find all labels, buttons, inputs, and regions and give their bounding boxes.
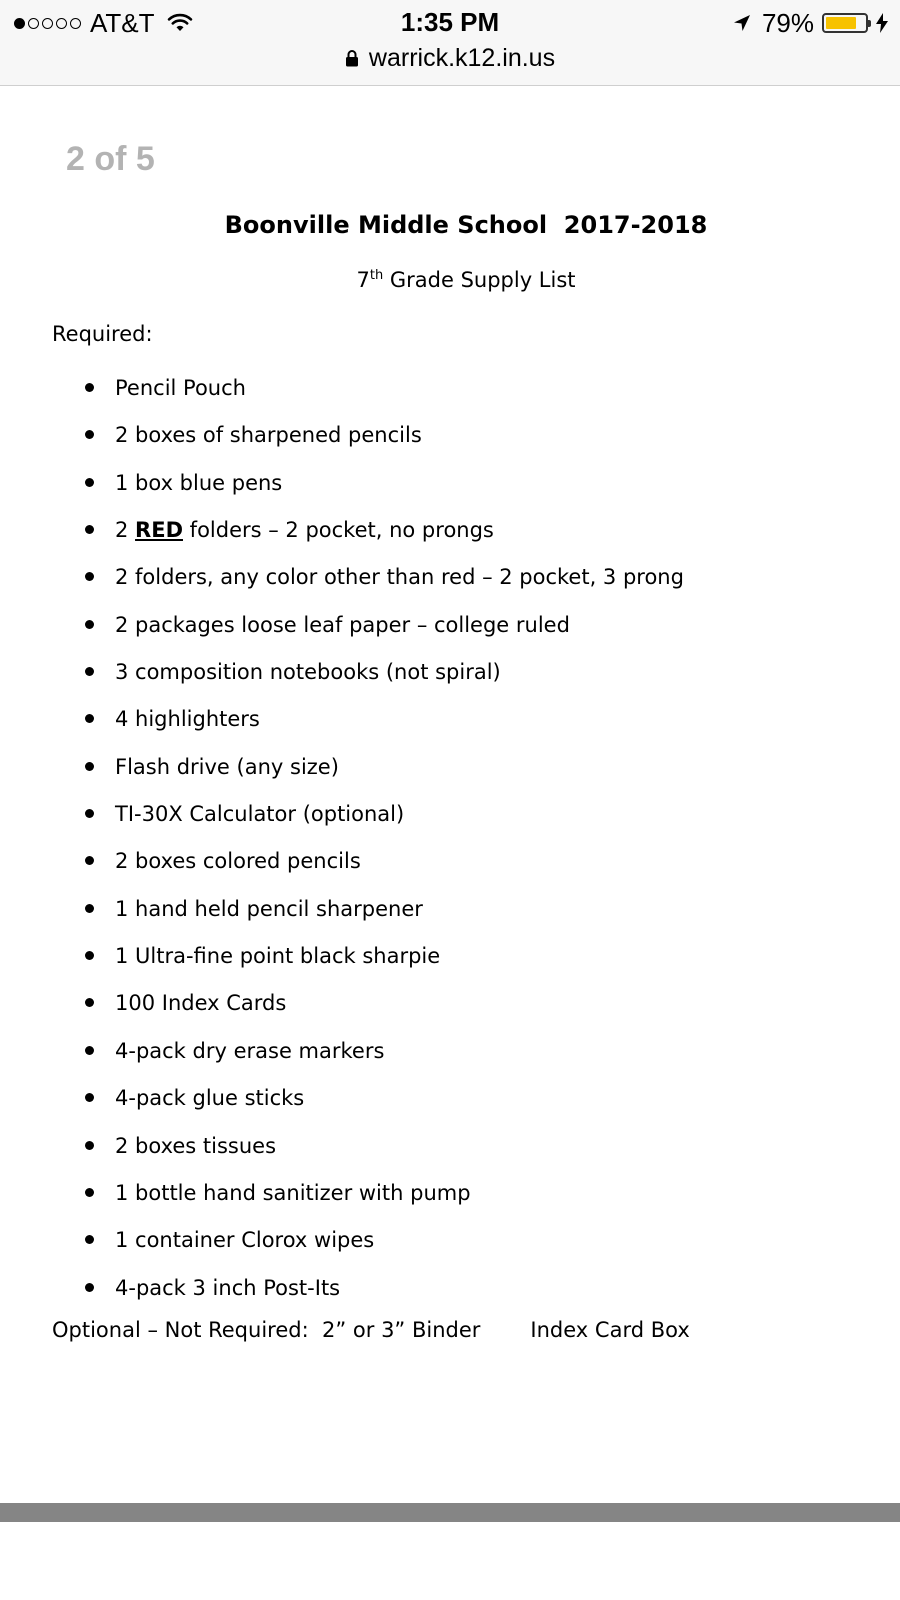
list-item-text: 2 folders, any color other than red – 2 pocket, 3 prong <box>115 565 684 590</box>
bullet-icon <box>85 1093 94 1102</box>
required-label: Required: <box>52 322 153 346</box>
bullet-icon <box>85 714 94 723</box>
bullet-icon <box>85 904 94 913</box>
status-right <box>732 6 888 40</box>
bullet-icon <box>85 856 94 865</box>
list-item-text: 4-pack glue sticks <box>115 1086 305 1111</box>
list-item-text: 4-pack dry erase markers <box>115 1038 385 1063</box>
list-item-text: 2 boxes tissues <box>115 1133 277 1158</box>
document-title: Boonville Middle School 2017-2018 <box>224 211 708 239</box>
pdf-page-counter: 2 of 5 <box>66 140 155 178</box>
carrier-name: AT&T <box>90 7 155 38</box>
bullet-icon <box>85 430 94 439</box>
list-item-text: 2 RED folders – 2 pocket, no prongs <box>115 518 494 543</box>
list-item-text: 3 composition notebooks (not spiral) <box>115 660 501 685</box>
list-item-text: Flash drive (any size) <box>115 754 339 779</box>
list-item-text: Pencil Pouch <box>115 376 246 400</box>
optional-label: Optional – Not Required: 2” or 3” Binder <box>52 1318 481 1342</box>
bullet-icon <box>85 762 94 771</box>
bullet-icon <box>85 809 94 818</box>
bullet-icon <box>85 1188 94 1197</box>
url-text: warrick.k12.in.us <box>368 43 556 72</box>
list-item-text: 2 boxes of sharpened pencils <box>115 423 422 448</box>
battery-percent: 79% <box>761 7 814 38</box>
status-bar <box>0 0 900 86</box>
address-bar[interactable] <box>0 40 900 76</box>
list-item-text: 1 container Clorox wipes <box>115 1228 375 1253</box>
optional-extra-item: Index Card Box <box>530 1318 690 1342</box>
list-item-text: 2 boxes colored pencils <box>115 849 361 874</box>
subtitle-text: Grade Supply List <box>383 268 576 292</box>
bullet-icon <box>85 1141 94 1150</box>
battery-level-fill <box>826 17 856 29</box>
lock-icon <box>345 49 359 67</box>
emphasis-red: RED <box>135 518 183 543</box>
bullet-icon <box>85 951 94 960</box>
bullet-icon <box>85 572 94 581</box>
optional-line <box>52 1318 690 1342</box>
bullet-icon <box>85 383 94 392</box>
list-item-text: 2 packages loose leaf paper – college ruled <box>115 612 570 637</box>
bullet-icon <box>85 478 94 487</box>
list-item-text: 4-pack 3 inch Post-Its <box>115 1275 341 1300</box>
battery-icon <box>822 13 868 33</box>
list-item-text: 1 Ultra-fine point black sharpie <box>115 944 441 969</box>
list-item-text: 100 Index Cards <box>115 991 287 1016</box>
location-arrow-icon <box>732 13 752 33</box>
list-item-text: 1 box blue pens <box>115 470 283 495</box>
bullet-icon <box>85 1046 94 1055</box>
bullet-icon <box>85 525 94 534</box>
list-item-text: 4 highlighters <box>115 707 260 732</box>
bullet-icon <box>85 998 94 1007</box>
list-item-text: 1 hand held pencil sharpener <box>115 896 423 921</box>
bullet-icon <box>85 1283 94 1292</box>
list-item-text: TI-30X Calculator (optional) <box>115 802 405 827</box>
list-item-text: 1 bottle hand sanitizer with pump <box>115 1180 471 1205</box>
charging-bolt-icon <box>876 13 888 33</box>
grade-number: 7 <box>356 268 370 292</box>
page-divider <box>0 1503 900 1522</box>
grade-ordinal: th <box>369 268 384 283</box>
status-time: 1:35 PM <box>400 7 500 37</box>
document-subtitle <box>0 268 900 292</box>
bullet-icon <box>85 620 94 629</box>
bullet-icon <box>85 1235 94 1244</box>
bullet-icon <box>85 667 94 676</box>
